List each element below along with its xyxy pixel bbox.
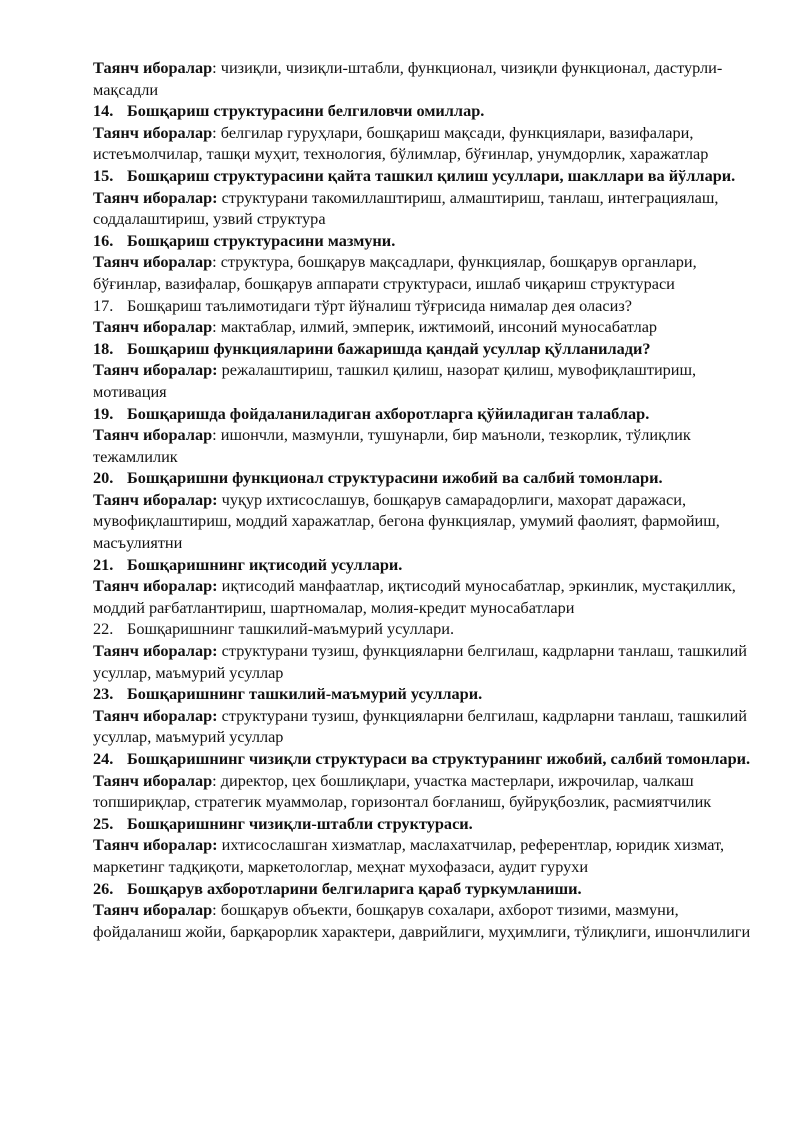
keywords-separator: : [212,900,221,920]
question-text: Бошқаришнинг ташкилий-маъмурий усуллари. [127,684,483,704]
keywords-label: Таянч иборалар [93,900,213,920]
question-text: Бошқарув ахборотларини белгиларига қараб туркумланиши. [127,878,582,898]
question-item [93,554,761,576]
keywords-text: структурани тузиш, функцияларни белгилаш, кадрларни танлаш, ташкилий усуллар, маъмурий усуллар [93,705,747,747]
keywords-label: Таянч иборалар [93,252,213,272]
keywords-label: Таянч иборалар [93,770,213,790]
question-keywords [93,705,761,748]
keywords-text: чизиқли, чизиқли-штабли, функционал, чизиқли функционал, дастурли-мақсадли [93,58,723,99]
keywords-label: Таянч иборалар [93,489,213,509]
question-keywords [93,575,761,618]
question-item [93,748,761,770]
keywords-label: Таянч иборалар [93,317,213,337]
keywords-separator: : [212,187,222,207]
question-number: 18. [93,338,114,358]
keywords-label: Таянч иборалар [93,122,213,142]
question-keywords [93,359,761,402]
question-number: 23. [93,684,114,704]
question-keywords [93,834,761,877]
question-keywords [93,316,761,338]
question-item [93,295,761,317]
question-text: Бошқаришни функционал структурасини ижобий ва салбий томонлари. [127,468,663,488]
question-list [93,100,761,942]
question-keywords [93,770,761,813]
keywords-separator: : [212,576,222,596]
keywords-text: структурани такомиллаштириш, алмаштириш, танлаш, интеграциялаш, соддалаштириш, узвий структура [93,187,719,229]
question-number: 17. [93,295,114,315]
keywords-separator: : [212,58,221,77]
question-item [93,813,761,835]
question-number: 19. [93,403,114,423]
keywords-separator: : [212,770,221,790]
keywords-separator: : [212,122,221,142]
keywords-text: чуқур ихтисослашув, бошқарув самарадорлиги, махорат даражаси, мувофиқлаштириш, моддий харажатлар, бегона функциялар, умумий фаолият, фармойиш, масъулиятни [93,489,720,553]
question-keywords [93,489,761,554]
keywords-text: директор, цех бошлиқлари, участка мастерлари, ижрочилар, чалкаш топшириқлар, стратегик муаммолар, горизонтал боғланиш, буйруқбозлик, расмиятчилик [93,770,712,812]
keywords-label: Таянч иборалар [93,835,213,855]
keywords-label: Таянч иборалар [93,705,213,725]
question-number: 14. [93,101,114,121]
question-keywords [93,899,761,942]
question-number: 24. [93,749,114,768]
keywords-label: Таянч иборалар [93,425,213,445]
question-number: 26. [93,878,114,898]
document-page [93,57,761,942]
question-keywords [93,122,761,165]
keywords-separator: : [212,641,222,661]
question-item [93,618,761,640]
question-text: Бошқариш структурасини қайта ташкил қилиш усуллари, шакллари ва йўллари. [127,165,736,185]
question-number: 16. [93,230,114,250]
question-text: Бошқаришда фойдаланиладиган ахборотларга қўйиладиган талаблар. [127,403,650,423]
question-text: Бошқаришнинг чизиқли структураси ва структуранинг ижобий, салбий томонлари. [127,749,751,768]
keywords-label: Таянч иборалар [93,360,213,380]
question-text: Бошқаришнинг чизиқли-штабли структураси. [127,813,473,833]
keywords-text: структура, бошқарув мақсадлари, функциялар, бошқарув органлари, бўғинлар, вазифалар, бошқарув аппарати структураси, ишлаб чиқариш структураси [93,252,697,293]
question-item [93,878,761,900]
question-item [93,165,761,187]
keywords-text: белгилар гуруҳлари, бошқариш мақсади, функциялари, вазифалари, истеъмолчилар, ташқи муҳит, технология, бўлимлар, бўғинлар, унумдорлик, харажатлар [93,122,709,164]
keywords-text: ишончли, мазмунли, тушунарли, бир маъноли, тезкорлик, тўлиқлик тежамлилик [93,425,691,466]
keywords-text: иқтисодий манфаатлар, иқтисодий муносабатлар, эркинлик, мустақиллик, моддий рағбатлантириш, шартномалар, молия-кредит муносабатлари [93,576,736,617]
keywords-separator: : [212,317,221,337]
keywords-label: Таянч иборалар [93,576,213,596]
question-keywords [93,424,761,467]
keywords-separator: : [212,360,222,380]
question-text: Бошқариш функцияларини бажаришда қандай усуллар қўлланилади? [127,338,651,358]
keywords-text: мактаблар, илмий, эмперик, ижтимоий, инсоний муносабатлар [220,317,658,337]
keywords-label: Таянч иборалар [93,641,213,661]
question-item [93,230,761,252]
keywords-separator: : [212,705,222,725]
question-number: 25. [93,813,114,833]
keywords-separator: : [212,835,222,855]
question-item [93,683,761,705]
question-item [93,338,761,360]
keywords-text: бошқарув объекти, бошқарув сохалари, ахборот тизими, мазмуни, фойдаланиш жойи, барқарорлик характери, даврийлиги, муҳимлиги, тўлиқлиги, ишончлилиги [93,900,751,941]
keywords-text: ихтисослашган хизматлар, маслахатчилар, референтлар, юридик хизмат, маркетинг тадқиқоти, маркетологлар, меҳнат мухофазаси, аудит гурухи [93,835,725,876]
question-text: Бошқариш структурасини мазмуни. [127,230,396,250]
question-number: 21. [93,554,114,574]
question-number: 22. [93,619,114,639]
keywords-text: режалаштириш, ташкил қилиш, назорат қилиш, мувофиқлаштириш, мотивация [93,360,697,401]
question-keywords [93,187,761,230]
question-item [93,403,761,425]
keywords-separator: : [212,489,222,509]
keywords-separator: : [212,425,221,445]
question-number: 20. [93,468,114,488]
question-text: Бошқаришнинг иқтисодий усуллари. [127,554,403,574]
question-item [93,467,761,489]
question-text: Бошқаришнинг ташкилий-маъмурий усуллари. [127,619,455,639]
keywords-separator: : [212,252,221,272]
keywords-text: структурани тузиш, функцияларни белгилаш, кадрларни танлаш, ташкилий усуллар, маъмурий усуллар [93,641,747,682]
question-item [93,100,761,122]
question-text: Бошқариш таълимотидаги тўрт йўналиш тўғрисида нималар дея оласиз? [127,295,632,315]
question-number: 15. [93,165,114,185]
keywords-label: Таянч иборалар [93,187,213,207]
question-keywords [93,640,761,683]
question-text: Бошқариш структурасини белгиловчи омиллар. [127,101,485,121]
intro-keywords [93,57,761,100]
keywords-label: Таянч иборалар [93,58,213,77]
question-keywords [93,251,761,294]
